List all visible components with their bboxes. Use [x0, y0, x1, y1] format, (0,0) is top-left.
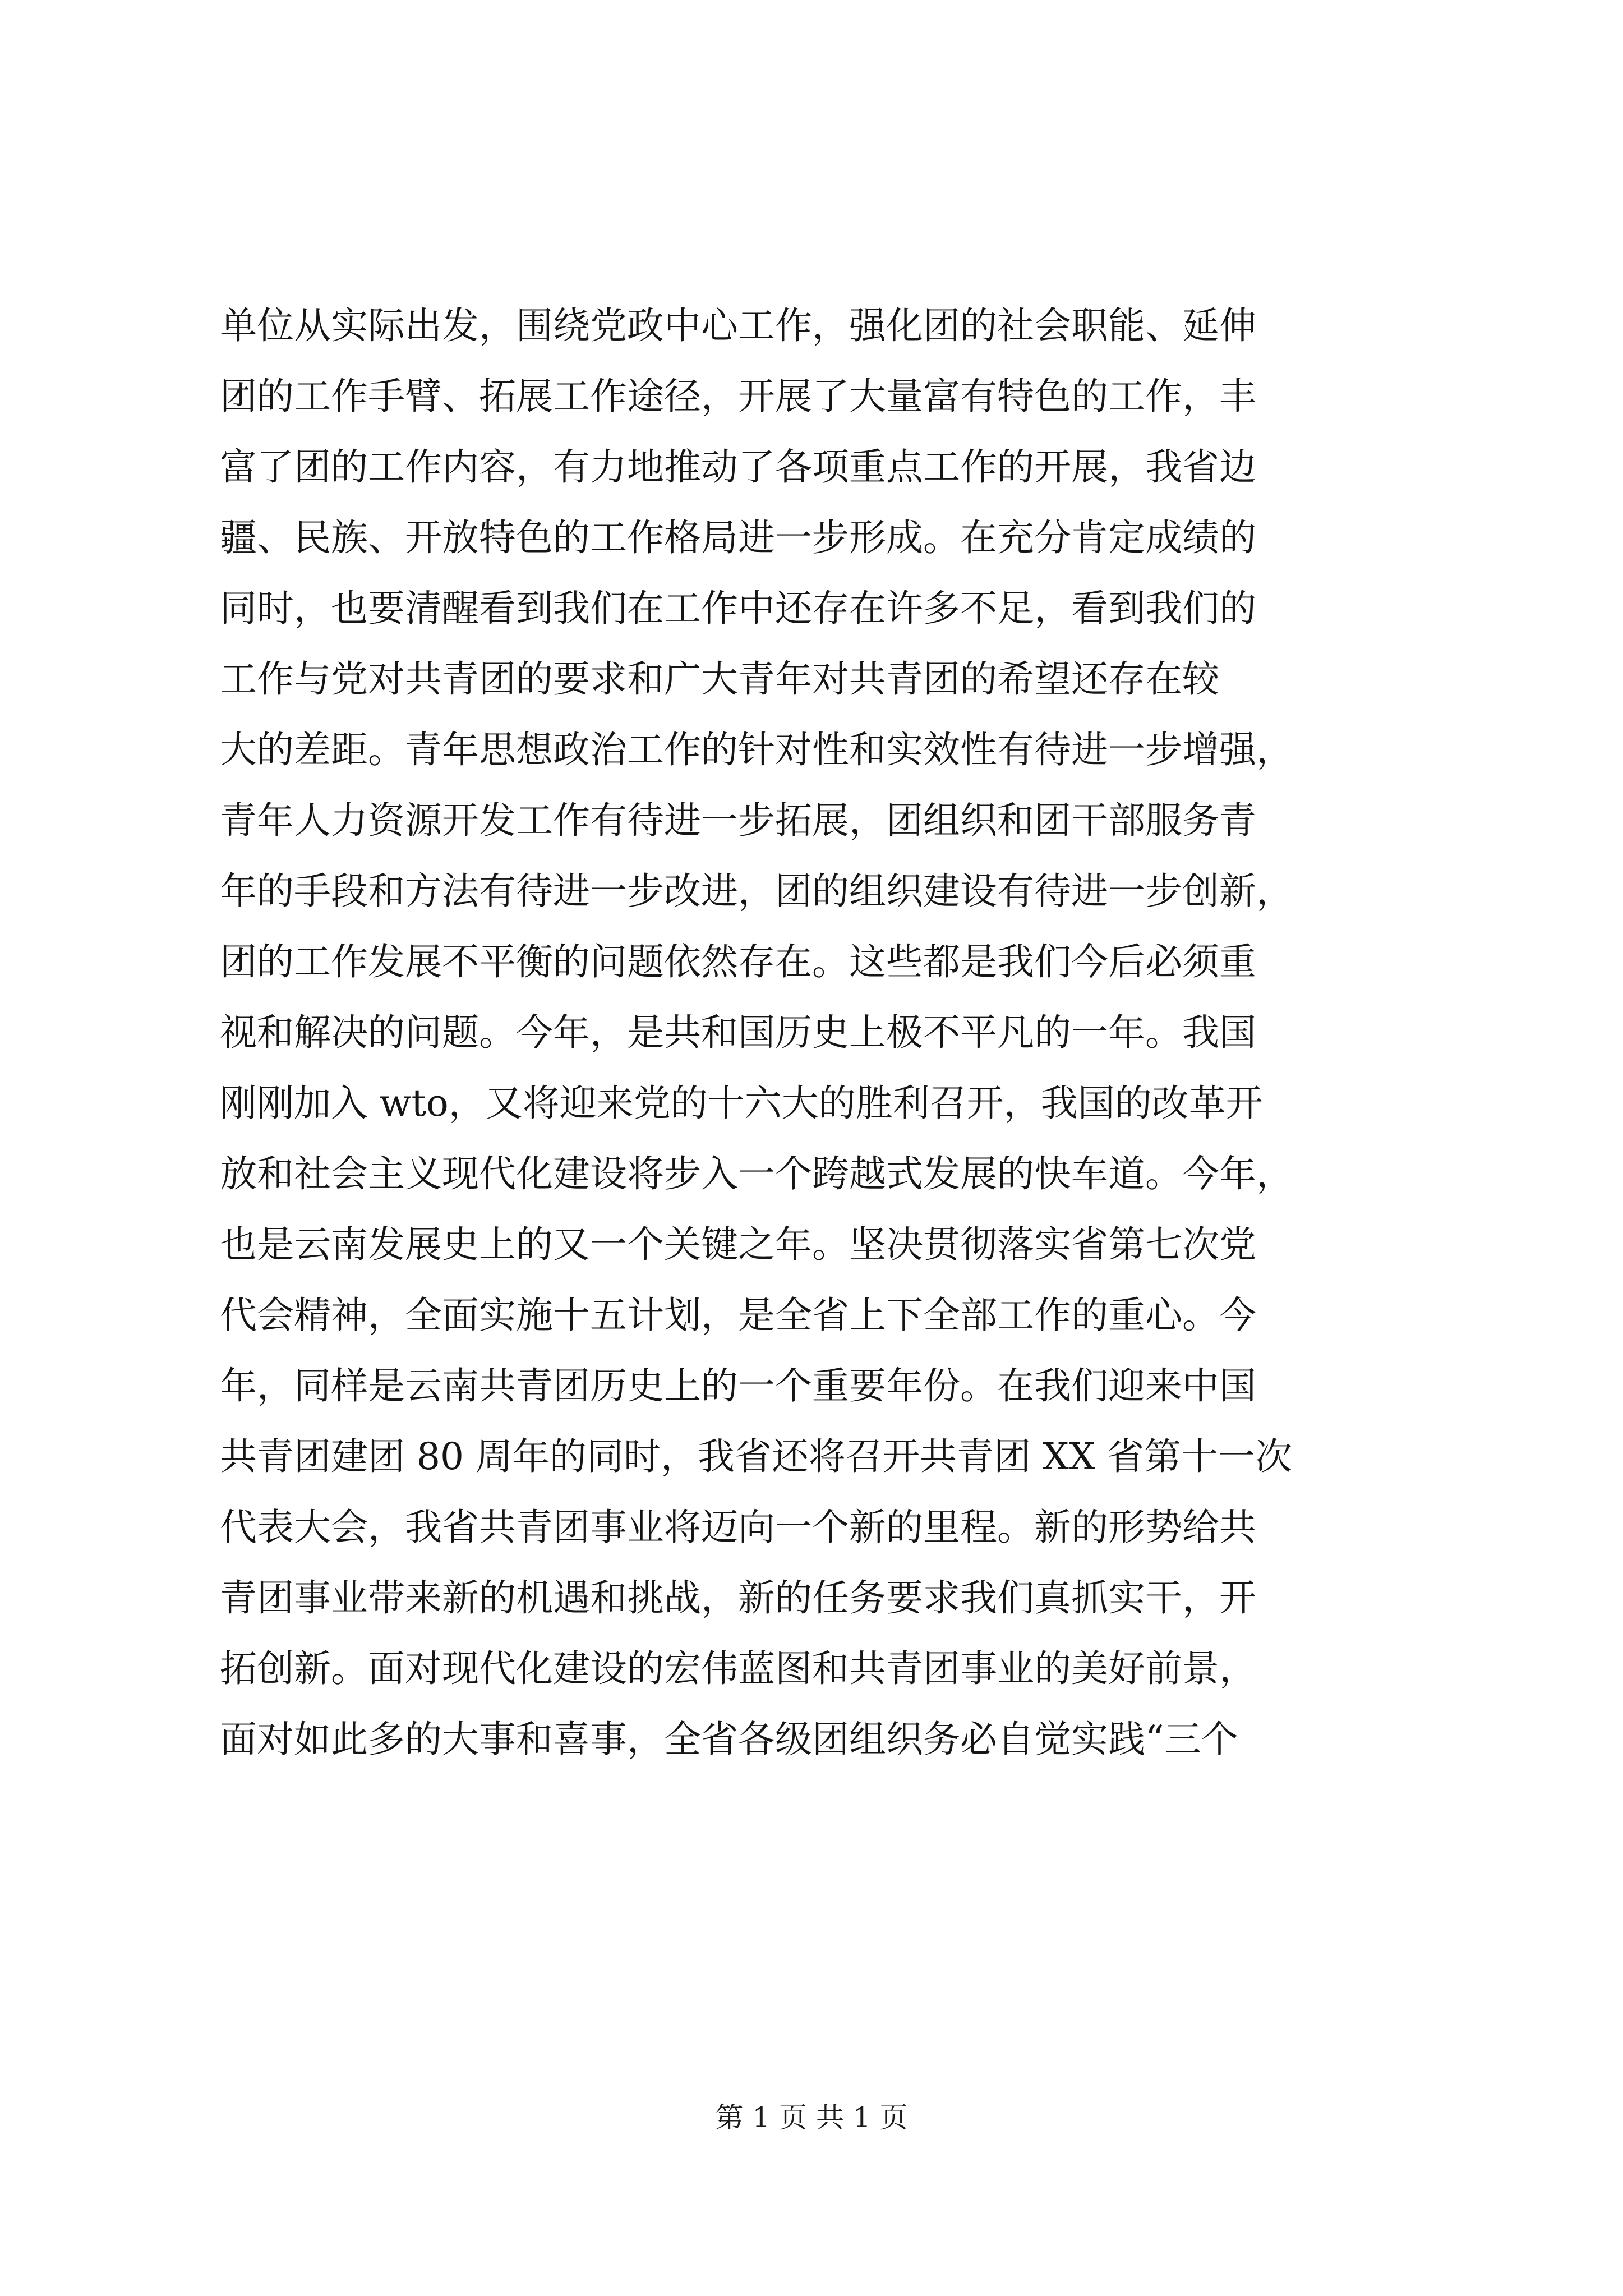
page-footer: 第 1 页 共 1 页 — [715, 2101, 908, 2134]
text-line: 青团事业带来新的机遇和挑战，新的任务要求我们真抓实干，开 — [220, 1576, 1256, 1619]
text-line: 刚刚加入 wto，又将迎来党的十六大的胜利召开，我国的改革开 — [220, 1082, 1263, 1125]
text-line: 青年人力资源开发工作有待进一步拓展，团组织和团干部服务青 — [220, 799, 1256, 842]
text-line: 也是云南发展史上的又一个关键之年。坚决贯彻落实省第七次党 — [220, 1223, 1256, 1266]
text-line: 代会精神，全面实施十五计划，是全省上下全部工作的重心。今 — [220, 1294, 1256, 1337]
text-line: 大的差距。青年思想政治工作的针对性和实效性有待进一步增强， — [220, 728, 1293, 771]
text-line: 工作与党对共青团的要求和广大青年对共青团的希望还存在较 — [220, 657, 1219, 701]
body-text — [220, 291, 1409, 1775]
text-line: 团的工作手臂、拓展工作途径，开展了大量富有特色的工作，丰 — [220, 375, 1256, 418]
text-line: 放和社会主义现代化建设将步入一个跨越式发展的快车道。今年， — [220, 1152, 1293, 1195]
text-line: 疆、民族、开放特色的工作格局进一步形成。在充分肯定成绩的 — [220, 516, 1256, 559]
text-line: 单位从实际出发，围绕党政中心工作，强化团的社会职能、延伸 — [220, 304, 1256, 347]
text-line: 同时，也要清醒看到我们在工作中还存在许多不足，看到我们的 — [220, 587, 1256, 630]
text-line: 共青团建团 80 周年的同时，我省还将召开共青团 XX 省第十一次 — [220, 1435, 1292, 1478]
text-line: 年的手段和方法有待进一步改进，团的组织建设有待进一步创新， — [220, 869, 1293, 913]
text-line: 视和解决的问题。今年，是共和国历史上极不平凡的一年。我国 — [220, 1011, 1256, 1054]
text-line: 年，同样是云南共青团历史上的一个重要年份。在我们迎来中国 — [220, 1364, 1256, 1407]
text-line: 代表大会，我省共青团事业将迈向一个新的里程。新的形势给共 — [220, 1506, 1256, 1549]
text-line: 拓创新。面对现代化建设的宏伟蓝图和共青团事业的美好前景， — [220, 1647, 1256, 1690]
text-line: 团的工作发展不平衡的问题依然存在。这些都是我们今后必须重 — [220, 940, 1256, 983]
text-line: 富了团的工作内容，有力地推动了各项重点工作的开展，我省边 — [220, 445, 1256, 489]
text-line: 面对如此多的大事和喜事，全省各级团组织务必自觉实践“三个 — [220, 1718, 1238, 1761]
